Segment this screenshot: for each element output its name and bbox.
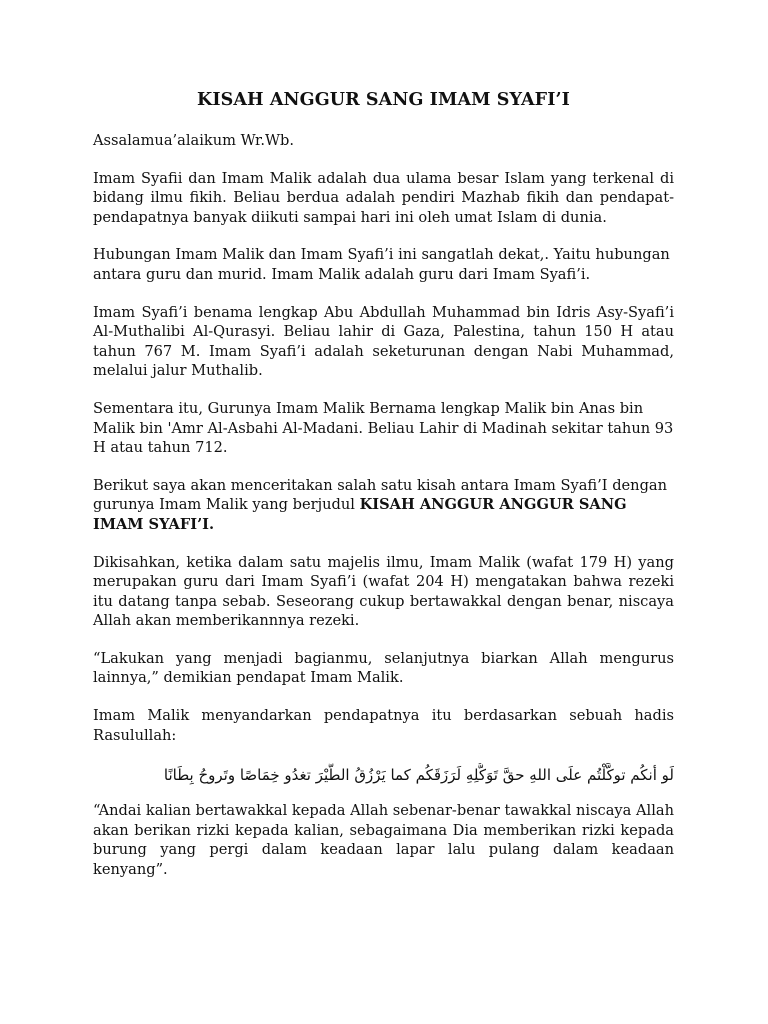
hadith-intro-paragraph: Imam Malik menyandarkan pendapatnya itu berdasarkan sebuah hadis Rasulullah: [93, 707, 674, 744]
imam-malik-quote-paragraph: “Lakukan yang menjadi bagianmu, selanjutnya biarkan Allah mengurus lainnya,” demikian pendapat Imam Malik. [93, 649, 674, 687]
hadith-translation-paragraph: “Andai kalian bertawakkal kepada Allah sebenar-benar tawakkal niscaya Allah akan berikan rizki kepada kalian, sebagaimana Dia memberikan rizki kepada burung yang pergi dalam keadaan lapar lalu pulang dalam keadaan kenyang”. [93, 802, 674, 879]
intro-paragraph: Imam Syafii dan Imam Malik adalah dua ulama besar Islam yang terkenal di bidang ilmu fikih. Beliau berdua adalah pendiri Mazhab fikih dan pendapat-pendapatnya banyak diikuti sampai hari ini oleh umat Islam di dunia. [93, 169, 674, 226]
document-title: KISAH ANGGUR SANG IMAM SYAFI’I [197, 90, 570, 110]
greeting-paragraph: Assalamua’alaikum Wr.Wb. [93, 132, 294, 149]
relationship-paragraph: Hubungan Imam Malik dan Imam Syafi’i ini sangatlah dekat,. Yaitu hubungan antara guru dan murid. Imam Malik adalah guru dari Imam Syafi’i. [93, 246, 670, 283]
story-title-bold: KISAH ANGGUR ANGGUR SANG IMAM SYAFI’I. [93, 496, 627, 533]
story-paragraph: Dikisahkan, ketika dalam satu majelis ilmu, Imam Malik (wafat 179 H) yang merupakan guru dari Imam Syafi’i (wafat 204 H) mengatakan bahwa rezeki itu datang tanpa sebab. Seseorang cukup bertawakkal dengan benar, niscaya Allah akan memberikannnya rezeki. [93, 553, 674, 630]
imam-syafii-bio-paragraph: Imam Syafi’i benama lengkap Abu Abdullah Muhammad bin Idris Asy-Syafi’i Al-Muthalibi Al-Qurasyi. Beliau lahir di Gaza, Palestina, tahun 150 H atau tahun 767 M. Imam Syafi’i adalah seketurunan dengan Nabi Muhammad, melalui jalur Muthalib. [93, 303, 674, 380]
arabic-hadith-text: لَو أنكُم توكَّلْتُم علَى اللهِ حقَّ تَوَكُّلِهِ لَرَزَقَكُم كما يَرْزُقُ الطَّيْرَ تغدُو خِمَاصًا وتَروحُ بِطَانًا [163, 766, 674, 785]
imam-malik-bio-paragraph: Sementara itu, Gurunya Imam Malik Bernama lengkap Malik bin Anas bin Malik bin 'Amr Al-Asbahi Al-Madani. Beliau Lahir di Madinah sekitar tahun 93 H atau tahun 712. [93, 399, 674, 457]
document-body [93, 90, 674, 898]
story-intro-text: Berikut saya akan menceritakan salah satu kisah antara Imam Syafi’I dengan gurunya Imam Malik yang berjudul [93, 476, 668, 514]
story-intro-paragraph [93, 476, 674, 535]
